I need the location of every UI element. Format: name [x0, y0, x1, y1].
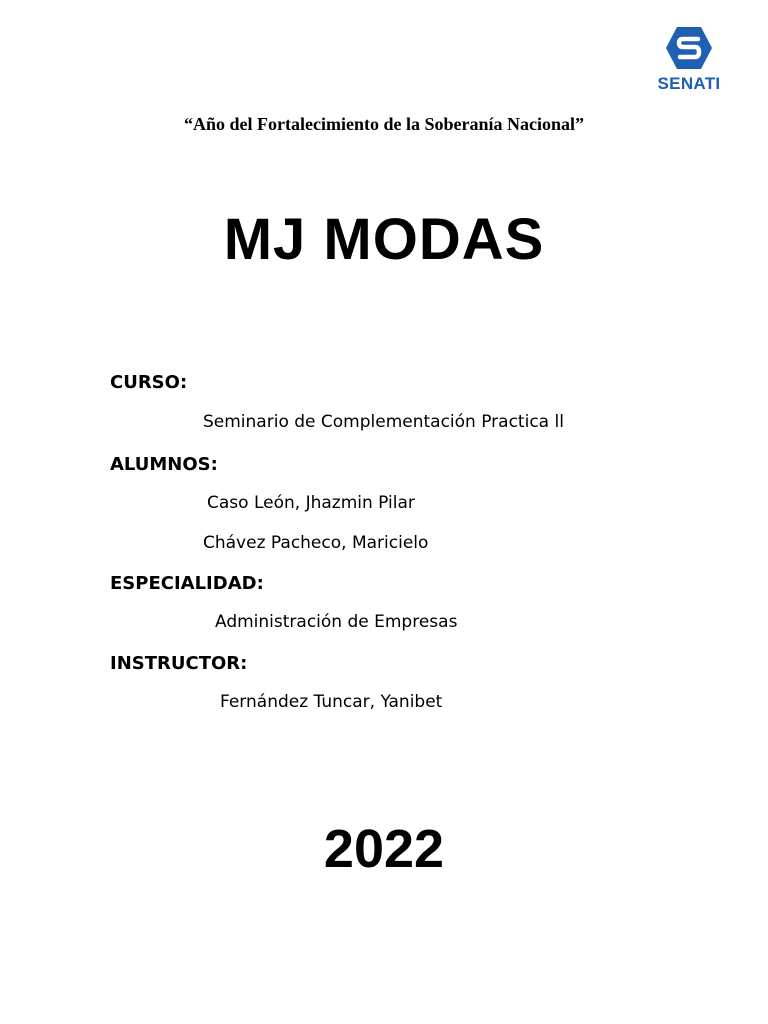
senati-logo: [647, 22, 731, 100]
document-title: MJ MODAS: [223, 207, 545, 272]
course-value: Seminario de Complementación Practica ll: [203, 412, 564, 432]
logo-text: SENATI: [657, 74, 721, 93]
document-year: 2022: [323, 819, 445, 879]
specialty-value: Administración de Empresas: [215, 612, 458, 632]
instructor-label: INSTRUCTOR:: [110, 653, 248, 674]
student-name: Chávez Pacheco, Maricielo: [203, 533, 429, 553]
instructor-value: Fernández Tuncar, Yanibet: [220, 692, 443, 712]
students-label: ALUMNOS:: [110, 454, 218, 475]
senati-emblem-icon: [665, 26, 713, 70]
motto: “Año del Fortalecimiento de la Soberanía Nacional”: [184, 114, 584, 134]
specialty-label: ESPECIALIDAD:: [110, 573, 264, 594]
student-name: Caso León, Jhazmin Pilar: [207, 493, 415, 513]
course-label: CURSO:: [110, 372, 188, 393]
